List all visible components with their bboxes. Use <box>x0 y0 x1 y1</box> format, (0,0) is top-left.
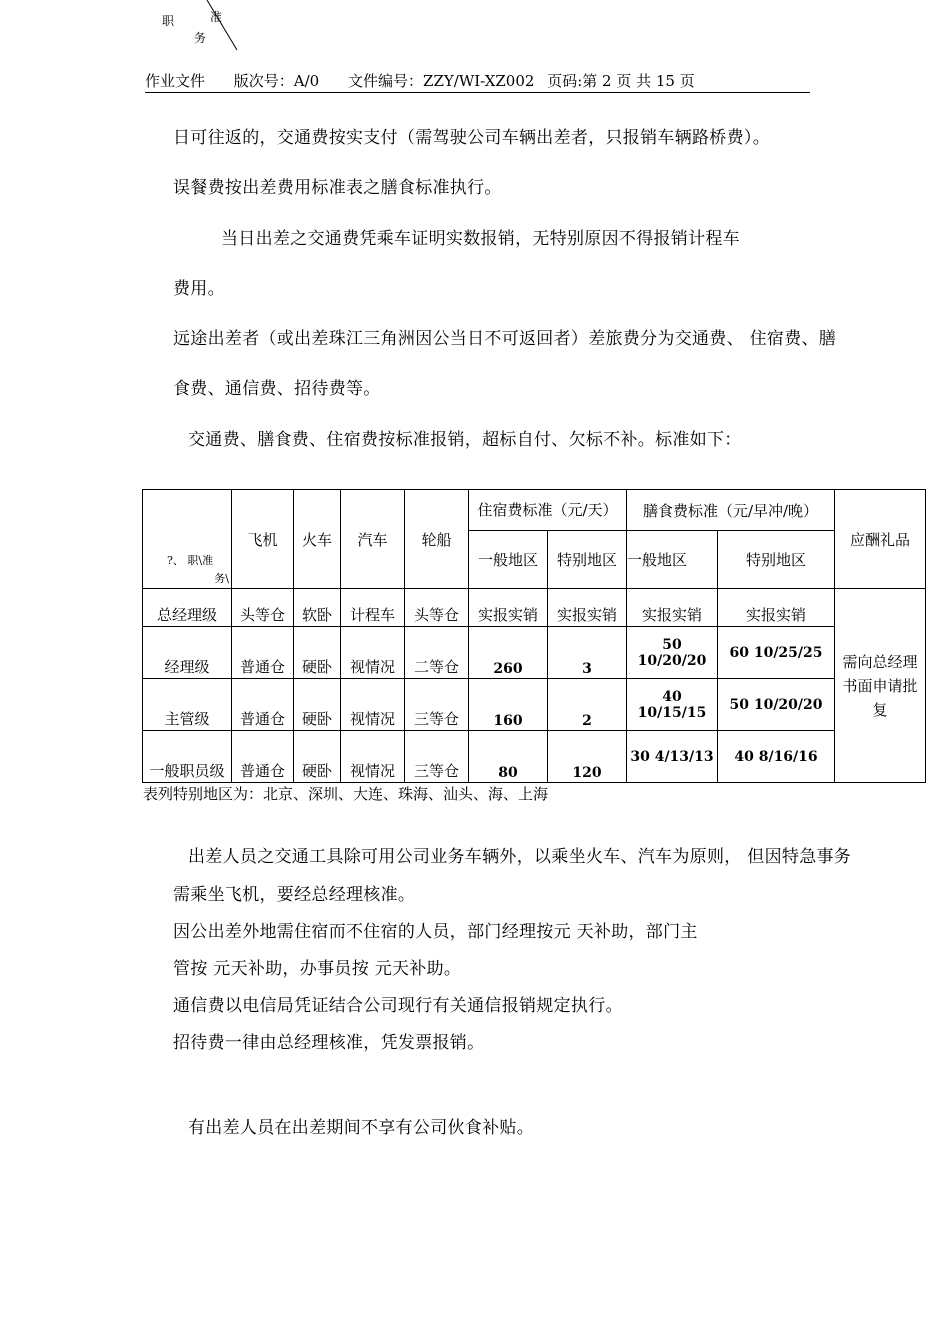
header-lodging-special: 特别地区 <box>548 531 627 589</box>
header-plane: 飞机 <box>232 490 294 589</box>
paragraph: 费用。 <box>173 279 225 299</box>
doc-version: 版次号：A/0 <box>233 72 320 90</box>
paragraph: 当日出差之交通费凭乘车证明实数报销，无特别原因不得报销计程车 <box>221 229 740 249</box>
paragraph: 远途出差者（或出差珠江三角洲因公当日不可返回者）差旅费分为交通费、 住宿费、膳 <box>173 329 837 349</box>
doc-number: 文件编号：ZZY/WI-XZ002 <box>348 72 535 90</box>
paragraph: 交通费、膳食费、住宿费按标准报销，超标自付、欠标不补。标准如下： <box>188 430 742 450</box>
paragraph: 日可往返的，交通费按实支付（需驾驶公司车辆出差者，只报销车辆路桥费）。 <box>173 128 770 148</box>
table-row: 总经理级 头等仓 软卧 计程车 头等仓 实报实销 实报实销 实报实销 实报实销 需向总经理书面申请批复 <box>143 589 926 627</box>
document-header <box>145 70 810 93</box>
paragraph: 因公出差外地需住宿而不住宿的人员，部门经理按元 天补助，部门主 <box>173 922 698 942</box>
paragraph: 误餐费按出差费用标准表之膳食标准执行。 <box>173 178 502 198</box>
table-row: 经理级 普通仓 硬卧 视情况 二等仓 260 3 50 10/20/20 60 10/25/25 <box>143 627 926 679</box>
header-lodging: 住宿费标准（元/天） <box>469 490 627 531</box>
gift-note-cell: 需向总经理书面申请批复 <box>835 589 926 783</box>
paragraph: 招待费一律由总经理核准，凭发票报销。 <box>173 1033 485 1053</box>
table-row: 主管级 普通仓 硬卧 视情况 三等仓 160 2 40 10/15/15 50 10/20/20 <box>143 679 926 731</box>
paragraph: 管按 元天补助，办事员按 元天补助。 <box>173 959 462 979</box>
header-meal: 膳食费标准（元/早冲/晚） <box>627 490 835 531</box>
header-train: 火车 <box>294 490 341 589</box>
paragraph: 通信费以电信局凭证结合公司现行有关通信报销规定执行。 <box>173 996 623 1016</box>
corner-post-label: 职 <box>162 14 175 28</box>
header-gift: 应酬礼品 <box>835 490 926 589</box>
doc-type: 作业文件 <box>145 72 206 90</box>
table-row: 一般职员级 普通仓 硬卧 视情况 三等仓 80 120 30 4/13/13 40 8/16/16 <box>143 731 926 783</box>
header-meal-special: 特别地区 <box>718 531 835 589</box>
paragraph: 需乘坐飞机，要经总经理核准。 <box>173 885 416 905</box>
paragraph: 食费、通信费、招待费等。 <box>173 379 381 399</box>
paragraph: 出差人员之交通工具除可用公司业务车辆外，以乘坐火车、汽车为原则， 但因特急事务 <box>188 847 852 867</box>
header-lodging-general: 一般地区 <box>469 531 548 589</box>
doc-page: 页码:第 2 页 共 15 页 <box>547 72 695 90</box>
header-ship: 轮船 <box>405 490 469 589</box>
corner-standard-label: 准 <box>210 10 223 24</box>
corner-duty-label: 务 <box>194 31 207 45</box>
travel-standard-table <box>142 489 926 783</box>
table-note: 表列特别地区为：北京、深圳、大连、珠海、汕头、海、上海 <box>143 785 549 803</box>
paragraph: 有出差人员在出差期间不享有公司伙食补贴。 <box>188 1118 534 1138</box>
header-car: 汽车 <box>341 490 405 589</box>
table-corner-cell: ?、 职\准 务\ <box>143 490 232 589</box>
header-meal-general: 一般地区 <box>627 531 718 589</box>
